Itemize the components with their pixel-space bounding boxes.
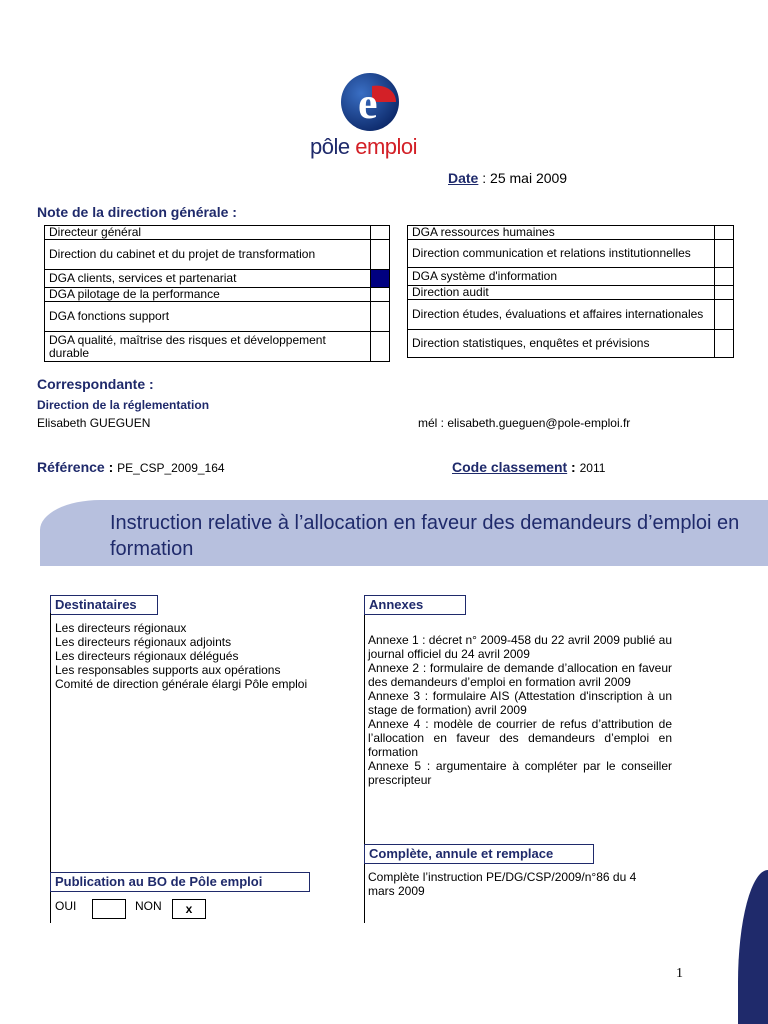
direction-label: DGA système d'information [408,268,715,286]
list-item: Les directeurs régionaux délégués [55,649,239,663]
annexes-list [368,633,672,787]
remplace-text: Complète l’instruction PE/DG/CSP/2009/n°86 du 4 mars 2009 [368,870,637,898]
reference-label: Référence [37,459,105,475]
page-number: 1 [676,966,683,981]
code-value: 2011 [579,461,606,475]
reference-value: PE_CSP_2009_164 [117,461,225,475]
table-row [408,300,734,330]
date-line [448,170,567,186]
direction-checkbox[interactable] [715,300,734,330]
direction-table-right [407,225,734,358]
direction-checkbox[interactable] [715,226,734,240]
reference-sep: : [104,459,118,475]
publication-label: Publication au BO de Pôle emploi [50,872,310,892]
list-item: Les responsables supports aux opérations [55,663,281,677]
direction-checkbox[interactable] [715,330,734,358]
left-rule-bottom [50,892,51,923]
direction-label: Direction audit [408,286,715,300]
correspondante-email: mél : elisabeth.gueguen@pole-emploi.fr [418,416,631,430]
direction-label: DGA pilotage de la performance [45,288,371,302]
annexe-item: Annexe 1 : décret n° 2009-458 du 22 avril 2009 publié au journal officiel du 24 avril 2009 [368,633,672,661]
table-row [408,286,734,300]
table-row [408,268,734,286]
direction-table-left [44,225,390,362]
direction-checkbox[interactable] [371,270,390,288]
direction-checkbox[interactable] [371,302,390,332]
direction-label: Direction du cabinet et du projet de transformation [45,240,371,270]
destinataires-label: Destinataires [50,595,158,615]
table-row [408,240,734,268]
brand-wordmark [310,134,417,160]
direction-checkbox[interactable] [715,268,734,286]
reference-line [37,459,225,475]
direction-label: Direction communication et relations institutionnelles [408,240,715,268]
direction-checkbox[interactable] [371,332,390,362]
direction-label: DGA ressources humaines [408,226,715,240]
document-title: Instruction relative à l’allocation en faveur des demandeurs d’emploi en formation [110,512,740,560]
code-sep: : [567,459,580,475]
oui-checkbox[interactable] [92,899,126,919]
direction-label: DGA clients, services et partenariat [45,270,371,288]
annexe-item: Annexe 3 : formulaire AIS (Attestation d'inscription à un stage de formation) avril 2009 [368,689,672,717]
direction-label: Direction statistiques, enquêtes et prévisions [408,330,715,358]
destinataires-list [55,621,307,691]
table-row [45,226,390,240]
table-row [408,226,734,240]
pole-emploi-logo [336,72,406,132]
table-row [45,288,390,302]
svg-text:e: e [358,79,378,128]
direction-checkbox[interactable] [715,286,734,300]
correspondante-direction: Direction de la réglementation [37,398,210,412]
non-checkbox[interactable]: x [172,899,206,919]
direction-label: DGA fonctions support [45,302,371,332]
direction-checkbox[interactable] [371,240,390,270]
date-label: Date [448,170,479,186]
annexe-item: Annexe 4 : modèle de courrier de refus d’attribution de l’allocation en faveur des demandeurs d’emploi en formation [368,717,672,759]
direction-checkbox[interactable] [715,240,734,268]
correspondante-name: Elisabeth GUEGUEN [37,416,151,430]
date-sep: : [478,170,491,186]
note-title: Note de la direction générale : [37,204,237,220]
correspondante-title: Correspondante : [37,376,154,392]
brand-part1: pôle [310,134,350,159]
table-row [45,240,390,270]
center-rule [364,613,365,923]
table-row [45,332,390,362]
table-row [45,270,390,288]
list-item: Comité de direction générale élargi Pôle emploi [55,677,308,691]
code-label: Code classement [452,459,568,475]
direction-label: DGA qualité, maîtrise des risques et développement durable [45,332,371,362]
annexe-item: Annexe 5 : argumentaire à compléter par le conseiller prescripteur [368,759,672,787]
table-row [408,330,734,358]
left-rule [50,613,51,873]
oui-label: OUI [55,899,77,913]
remplace-label: Complète, annule et remplace [364,844,594,864]
annexe-item: Annexe 2 : formulaire de demande d’allocation en faveur des demandeurs d’emploi en formation avril 2009 [368,661,672,689]
decorative-swoosh [738,870,768,1024]
direction-checkbox[interactable] [371,288,390,302]
direction-label: Directeur général [45,226,371,240]
annexes-label: Annexes [364,595,466,615]
code-line [452,459,605,475]
direction-label: Direction études, évaluations et affaires internationales [408,300,715,330]
list-item: Les directeurs régionaux adjoints [55,635,232,649]
list-item: Les directeurs régionaux [55,621,187,635]
non-label: NON [135,899,162,913]
direction-checkbox[interactable] [371,226,390,240]
date-value: 25 mai 2009 [490,170,568,186]
brand-part2: emploi [355,134,418,159]
table-row [45,302,390,332]
